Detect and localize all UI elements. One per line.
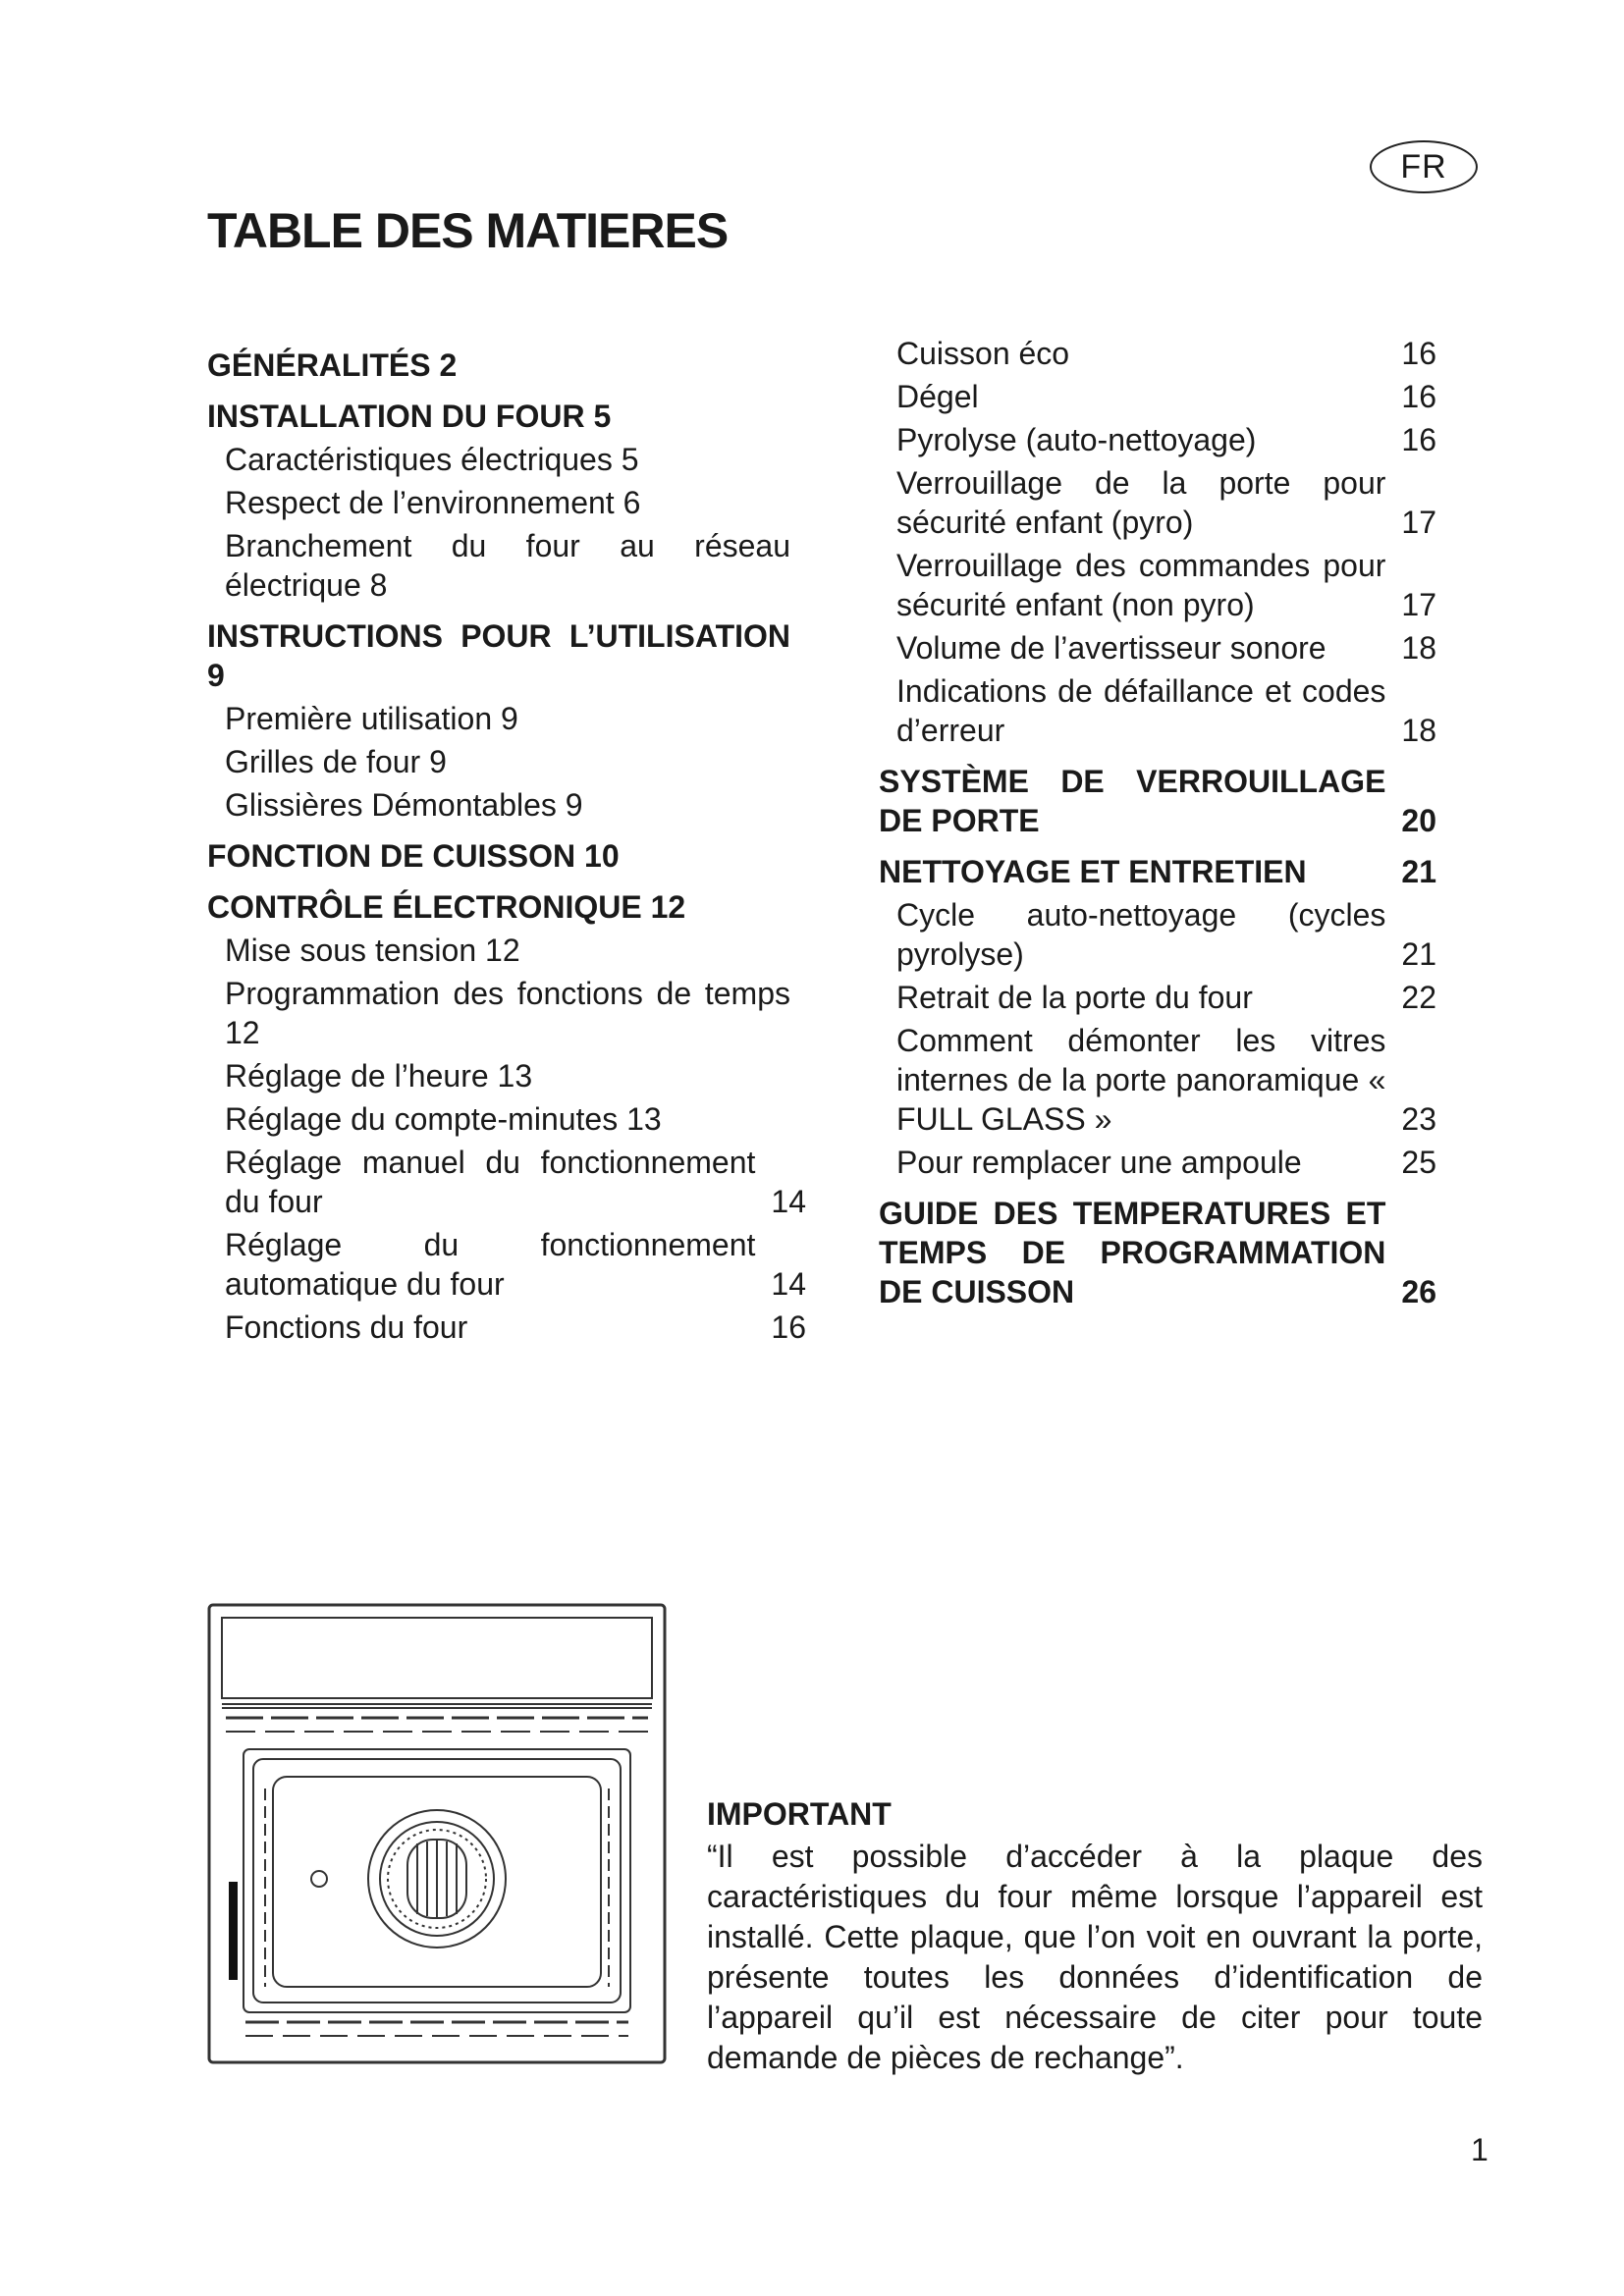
toc-entry-page: 25 <box>1401 1145 1436 1180</box>
toc-subsection-entry <box>879 463 1436 542</box>
toc-subsection-entry <box>207 526 806 605</box>
toc-section-entry <box>879 852 1436 891</box>
toc-subsection-entry <box>207 1099 806 1139</box>
toc-right-column <box>879 334 1436 1315</box>
page-number: 1 <box>1471 2132 1489 2167</box>
toc-entry-text: Réglage de l’heure 13 <box>225 1058 533 1094</box>
toc-entry-text: Dégel <box>896 379 979 414</box>
toc-entry-text: Glissières Démontables 9 <box>225 787 583 823</box>
toc-entry-page: 22 <box>1401 980 1436 1015</box>
toc-entry-page: 20 <box>1401 803 1436 838</box>
toc-subsection-entry <box>879 628 1436 667</box>
important-body: “Il est possible d’accéder à la plaque des caractéristiques du four même lorsque l’appareil est installé. Cette plaque, que l’on voit en ouvrant la porte, présente toutes les données d’identification de l’appareil qu’il est nécessaire de citer pour toute demande de pièces de rechange”. <box>707 1839 1483 2075</box>
toc-subsection-entry <box>207 1225 806 1304</box>
toc-section-entry <box>207 887 806 927</box>
toc-entry-text: GUIDE DES TEMPERATURES ET TEMPS DE PROGRAMMATION DE CUISSON <box>879 1196 1386 1309</box>
oven-illustration <box>206 1602 668 2065</box>
toc-subsection-entry <box>879 334 1436 373</box>
toc-entry-text: FONCTION DE CUISSON 10 <box>207 838 620 874</box>
toc-entry-page: 26 <box>1401 1274 1436 1309</box>
toc-entry-page: 16 <box>1401 422 1436 457</box>
toc-subsection-entry <box>879 546 1436 624</box>
language-badge <box>1370 140 1478 193</box>
page-title: TABLE DES MATIERES <box>207 203 729 258</box>
toc-subsection-entry <box>207 699 806 738</box>
toc-entry-page: 16 <box>771 1309 806 1345</box>
toc-entry-text: NETTOYAGE ET ENTRETIEN <box>879 854 1307 889</box>
toc-entry-page: 23 <box>1401 1101 1436 1137</box>
toc-subsection-entry <box>879 1143 1436 1182</box>
toc-entry-text: Retrait de la porte du four <box>896 980 1253 1015</box>
toc-entry-text: Respect de l’environnement 6 <box>225 485 641 520</box>
toc-section-entry <box>207 397 806 436</box>
toc-entry-text: Fonctions du four <box>225 1309 468 1345</box>
toc-entry-page: 21 <box>1401 936 1436 972</box>
toc-section-entry <box>879 1194 1436 1311</box>
toc-entry-page: 21 <box>1401 854 1436 889</box>
toc-entry-text: Grilles de four 9 <box>225 744 447 779</box>
toc-entry-text: Cuisson éco <box>896 336 1070 371</box>
toc-subsection-entry <box>879 1021 1436 1139</box>
toc-entry-text: Réglage du fonctionnement automatique du four <box>225 1227 756 1302</box>
toc-subsection-entry <box>207 931 806 970</box>
important-title: IMPORTANT <box>707 1796 892 1832</box>
toc-entry-page: 17 <box>1401 587 1436 622</box>
toc-subsection-entry <box>879 377 1436 416</box>
toc-entry-text: Réglage du compte-minutes 13 <box>225 1101 662 1137</box>
toc-left-column <box>207 346 806 1351</box>
toc-entry-text: Cycle auto-nettoyage (cycles pyrolyse) <box>896 897 1386 972</box>
toc-entry-text: CONTRÔLE ÉLECTRONIQUE 12 <box>207 889 686 925</box>
toc-subsection-entry <box>207 483 806 522</box>
toc-subsection-entry <box>207 742 806 781</box>
toc-subsection-entry <box>879 895 1436 974</box>
toc-entry-text: Mise sous tension 12 <box>225 933 520 968</box>
toc-entry-text: Branchement du four au réseau électrique 8 <box>225 528 790 603</box>
toc-subsection-entry <box>879 420 1436 459</box>
toc-subsection-entry <box>207 785 806 825</box>
toc-entry-page: 17 <box>1401 505 1436 540</box>
toc-subsection-entry <box>207 1143 806 1221</box>
toc-entry-text: Pyrolyse (auto-nettoyage) <box>896 422 1257 457</box>
toc-section-entry <box>207 616 806 695</box>
toc-section-entry <box>207 836 806 876</box>
toc-entry-text: Verrouillage des commandes pour sécurité enfant (non pyro) <box>896 548 1386 622</box>
toc-entry-page: 16 <box>1401 336 1436 371</box>
toc-entry-text: Caractéristiques électriques 5 <box>225 442 639 477</box>
toc-entry-text: INSTALLATION DU FOUR 5 <box>207 399 612 434</box>
toc-entry-text: SYSTÈME DE VERROUILLAGE DE PORTE <box>879 764 1386 838</box>
toc-subsection-entry <box>879 671 1436 750</box>
toc-entry-page: 14 <box>771 1266 806 1302</box>
language-label: FR <box>1400 147 1447 186</box>
important-note <box>707 1794 1483 2078</box>
toc-entry-page: 16 <box>1401 379 1436 414</box>
toc-entry-text: GÉNÉRALITÉS 2 <box>207 347 458 383</box>
toc-entry-text: Comment démonter les vitres internes de la porte panoramique « FULL GLASS » <box>896 1023 1386 1137</box>
toc-subsection-entry <box>207 1308 806 1347</box>
toc-entry-page: 18 <box>1401 713 1436 748</box>
toc-entry-text: Indications de défaillance et codes d’erreur <box>896 673 1386 748</box>
toc-entry-text: INSTRUCTIONS POUR L’UTILISATION 9 <box>207 618 790 693</box>
toc-entry-page: 14 <box>771 1184 806 1219</box>
toc-subsection-entry <box>879 978 1436 1017</box>
toc-entry-text: Première utilisation 9 <box>225 701 518 736</box>
toc-subsection-entry <box>207 974 806 1052</box>
toc-entry-text: Réglage manuel du fonctionnement du four <box>225 1145 756 1219</box>
toc-entry-text: Verrouillage de la porte pour sécurité enfant (pyro) <box>896 465 1386 540</box>
toc-section-entry <box>879 762 1436 840</box>
toc-section-entry <box>207 346 806 385</box>
toc-subsection-entry <box>207 440 806 479</box>
toc-entry-text: Programmation des fonctions de temps 12 <box>225 976 790 1050</box>
toc-entry-text: Volume de l’avertisseur sonore <box>896 630 1326 666</box>
toc-subsection-entry <box>207 1056 806 1095</box>
toc-entry-text: Pour remplacer une ampoule <box>896 1145 1302 1180</box>
toc-entry-page: 18 <box>1401 630 1436 666</box>
